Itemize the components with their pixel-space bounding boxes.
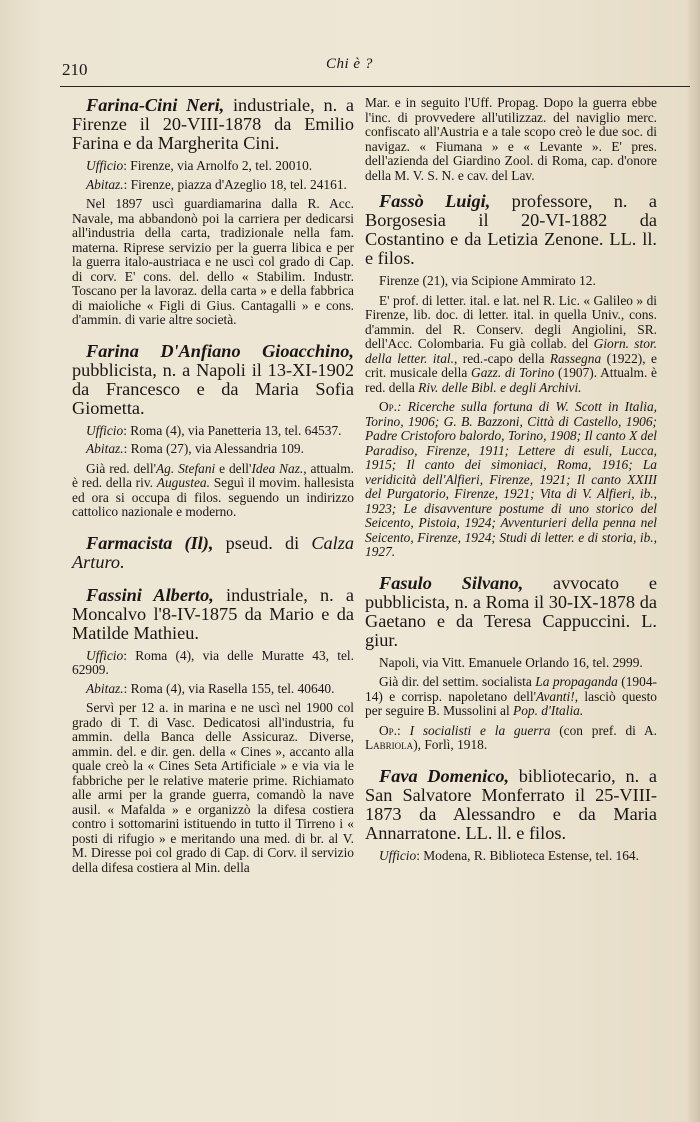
entry-fava [365, 767, 657, 864]
entry-name: Fasulo Silvano, [379, 572, 524, 593]
entry-heading: Farmacista (Il), pseud. di Calza Arturo. [72, 532, 354, 572]
entry-biography: E' prof. di letter. ital. e lat. nel R. Lic. « Galileo » di Firenze, lib. doc. di letter. ital. in quella Univ., cons. d'ammin. del R. Conserv. degli Angiolini, SR. dell'Acc. Colombaria. Fu già collab. del Giorn. stor. della letter. ital., red.-capo della Rassegna (1922), e crit. musicale della Gazz. di Torino (1907). Attualm. è red. della Riv. delle Bibl. e degli Archivi. [365, 292, 657, 395]
entry-office: Ufficio: Modena, R. Biblioteca Estense, tel. 164. [379, 847, 639, 863]
page-number: 210 [62, 60, 88, 79]
entry-name: Fassini Alberto, [86, 584, 214, 605]
page-header [60, 52, 690, 87]
entry-name: Farina-Cini Neri, [86, 95, 225, 115]
entry-farina-cini [72, 96, 354, 328]
entry-works: Op.: I socialisti e la guerra (con pref. di A. Labriola), Forlì, 1918. [365, 722, 657, 752]
entry-office: Ufficio: Roma (4), via delle Muratte 43, tel. 62909. [72, 647, 354, 677]
entry-heading: Farina-Cini Neri, industriale, n. a Firenze il 20-VIII-1878 da Emilio Farina e da Margherita Cini. [72, 95, 354, 153]
entry-heading: Fassò Luigi, professore, n. a Borgosesia il 20-VI-1882 da Costantino e da Letizia Zenone. LL. ll. e filos. [365, 191, 657, 268]
entry-farmacista [72, 534, 354, 572]
entry-fassini [72, 586, 354, 876]
entry-office: Ufficio: Roma (4), via Panetteria 13, tel. 64537. [86, 422, 342, 438]
entry-fasso [365, 192, 657, 560]
entry-name: Farina D'Anfiano Gioacchino, [86, 340, 354, 361]
entry-name: Fava Domenico, [379, 765, 510, 786]
entry-biography: Già red. dell'Ag. Stefani e dell'Idea Naz., attualm. è red. della riv. Augustea. Seguì il movim. hallesista ed ora si occupa di filos. seguendo un indirizzo cattolico nazionale e moderno. [72, 460, 355, 519]
entry-residence: Abitaz.: Firenze, piazza d'Azeglio 18, tel. 24161. [86, 176, 347, 192]
entry-name: Farmacista (Il), [86, 532, 214, 553]
entry-fasulo [365, 574, 657, 753]
entry-address: Firenze (21), via Scipione Ammirato 12. [379, 273, 596, 288]
entry-heading: Farina D'Anfiano Gioacchino, pubblicista, n. a Napoli il 13-XI-1902 da Francesco e da Maria Sofia Giometta. [72, 340, 354, 418]
entry-farina-danfiano [72, 342, 354, 520]
entry-office: Ufficio: Firenze, via Arnolfo 2, tel. 20010. [86, 158, 313, 173]
entry-name: Fassò Luigi, [379, 191, 491, 211]
left-column [72, 96, 354, 889]
continued-biography: Mar. e in seguito l'Uff. Propag. Dopo la guerra ebbe l'inc. di provvedere all'utilizzaz. del naviglio merc. confiscato all'Austria e a tale scopo creò le due soc. di navigaz. « Fiumana » e « Levante ». E' pres. dell'azienda del Giardino Zool. di Roma, cap. d'onore della M. V. S. N. e cav. del Lav. [365, 95, 657, 183]
entry-biography: Già dir. del settim. socialista La propaganda (1904-14) e corrisp. napoletano dell'Avanti!, lasciò questo per seguire B. Mussolini al Pop. d'Italia. [365, 674, 657, 718]
entry-residence: Abitaz.: Roma (4), via Rasella 155, tel. 40640. [86, 680, 335, 696]
entry-residence: Abitaz.: Roma (27), via Alessandria 109. [86, 441, 304, 456]
running-title: Chi è ? [326, 56, 373, 72]
entry-heading: Fasulo Silvano, avvocato e pubblicista, n. a Roma il 30-IX-1878 da Gaetano e da Teresa Cappuccini. L. giur. [365, 572, 657, 650]
entry-heading: Fassini Alberto, industriale, n. a Moncalvo l'8-IV-1875 da Mario e da Matilde Mathieu. [72, 584, 354, 643]
right-column [365, 96, 657, 877]
entry-biography: Servì per 12 a. in marina e ne uscì nel 1900 col grado di T. di Vasc. Dedicatosi all'industria, fu ammin. della Banca delle Assicuraz. Diverse, ammin. del. e dir. gen. della « Cines », accanto alla quale creò la « Cines Seta Artificiale » e via via le fabbriche per le relative materie prime. Richiamato alle armi per la grande guerra, comandò la nave ausil. « Mafalda » e organizzò la difesa costiera contro i sottomarini istituendo in tutto il Tirreno i « posti di rifugio » e meritando una med. di br. al V. M. Diresse poi col grado di Cap. di Corv. il servizio della difesa costiera al Min. della [72, 700, 354, 875]
entry-biography: Nel 1897 uscì guardiamarina dalla R. Acc. Navale, ma abbandonò poi la carriera per dedicarsi all'industria della carta, tradizionale nella fam. materna. Riprese servizio per la guerra libica e per la guerra italo-austriaca e ne uscì col grado di Cap. di corv. E' cons. del. dello « Stabilim. Industr. Toscano per la lavoraz. della carta » e della fabbrica di maioliche « Figli di Gius. Cantagalli » e cons. d'ammin. di varie altre società. [72, 196, 354, 327]
page-edge-shadow [686, 0, 700, 1122]
entry-works: Op.: Ricerche sulla fortuna di W. Scott in Italia, Torino, 1906; G. B. Bazzoni, Città di Castello, 1906; Padre Cristoforo balordo, Torino, 1908; Il canto X del Paradiso, Firenze, 1911; Lettere di esuli, Lucca, 1915; Il canto dei simoniaci, Roma, 1916; La veridicità dell'Alfieri, Firenze, 1921; Il canto XXIII del Purgatorio, Firenze, 1921; Vita di V. Alfieri, ib., 1923; Le disavventure postume di uno storico del Seicento, Pistoia, 1924; Avventurieri della penna nel Seicento, Firenze, 1924; Studi di letter. e di storia, ib., 1927. [365, 399, 657, 559]
entry-heading: Fava Domenico, bibliotecario, n. a San Salvatore Monferrato il 25-VIII-1873 da Alessandro e da Maria Annarratone. LL. ll. e filos. [365, 765, 657, 843]
entry-address: Napoli, via Vitt. Emanuele Orlando 16, tel. 2999. [379, 654, 643, 670]
